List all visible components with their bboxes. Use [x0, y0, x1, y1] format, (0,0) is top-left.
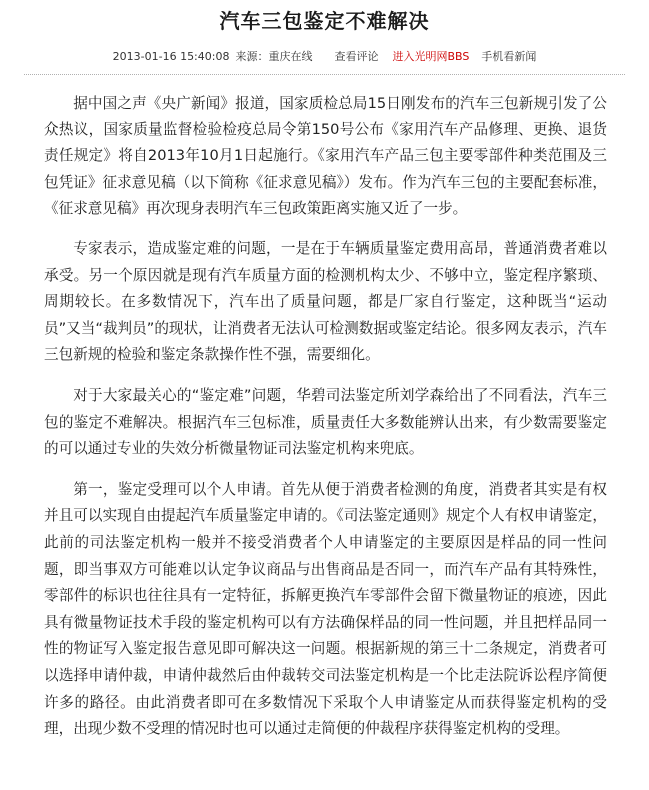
- mobile-news-link[interactable]: 手机看新闻: [481, 50, 537, 63]
- view-comments-link[interactable]: 查看评论: [334, 50, 379, 63]
- article-paragraph: 专家表示，造成鉴定难的问题，一是在于车辆质量鉴定费用高昂，普通消费者难以承受。另一个原因就是现有汽车质量方面的检测机构太少、不够中立，鉴定程序繁琐、周期较长。在多数情况下，汽车出了质量问题，都是厂家自行鉴定，这种既当“运动员”又当“裁判员”的现状，让消费者无法认可检测数据或鉴定结论。很多网友表示，汽车三包新规的检验和鉴定条款操作性不强，需要细化。: [44, 240, 607, 364]
- bbs-link[interactable]: 进入光明网BBS: [392, 50, 470, 63]
- source-label: 来源：: [235, 50, 269, 63]
- article-paragraph: 对于大家最关心的“鉴定难”问题，华碧司法鉴定所刘学森给出了不同看法，汽车三包的鉴定不难解决。根据汽车三包标准，质量责任大多数能辨认出来，有少数需要鉴定的可以通过专业的失效分析微量物证司法鉴定机构来兜底。: [44, 386, 607, 458]
- article-body: [0, 75, 649, 743]
- publish-datetime: 2013-01-16 15:40:08: [112, 50, 230, 63]
- article-title: 汽车三包鉴定不难解决: [219, 9, 430, 33]
- source-name: 重庆在线: [268, 50, 313, 63]
- article-paragraph: 据中国之声《央广新闻》报道，国家质检总局15日刚发布的汽车三包新规引发了公众热议，国家质量监督检验检疫总局令第150号公布《家用汽车产品修理、更换、退货责任规定》将自2013年10月1日起施行。《家用汽车产品三包主要零部件种类范围及三包凭证》征求意见稿（以下简称《征求意见稿》）发布。作为汽车三包的主要配套标准，《征求意见稿》再次现身表明汽车三包政策距离实施又近了一步。: [44, 95, 607, 217]
- article-paragraph: 第一，鉴定受理可以个人申请。首先从便于消费者检测的角度，消费者其实是有权并且可以实现自由提起汽车质量鉴定申请的。《司法鉴定通则》规定个人有权申请鉴定，此前的司法鉴定机构一般并不接受消费者个人申请鉴定的主要原因是样品的同一性问题，即当事双方可能难以认定争议商品与出售商品是否同一，而汽车产品有其特殊性，零部件的标识也往往具有一定特征，拆解更换汽车零部件会留下微量物证的痕迹，因此具有微量物证技术手段的鉴定机构可以有方法确保样品的同一性问题，并且把样品同一性的物证写入鉴定报告意见即可解决这一问题。根据新规的第三十二条规定，消费者可以选择申请仲裁，申请仲裁然后由仲裁转交司法鉴定机构是一个比走法院诉讼程序简便许多的路径。由此消费者即可在多数情况下采取个人申请鉴定从而获得鉴定机构的受理，出现少数不受理的情况时也可以通过走简便的仲裁程序获得鉴定机构的受理。: [44, 480, 607, 738]
- article-meta: [0, 48, 649, 66]
